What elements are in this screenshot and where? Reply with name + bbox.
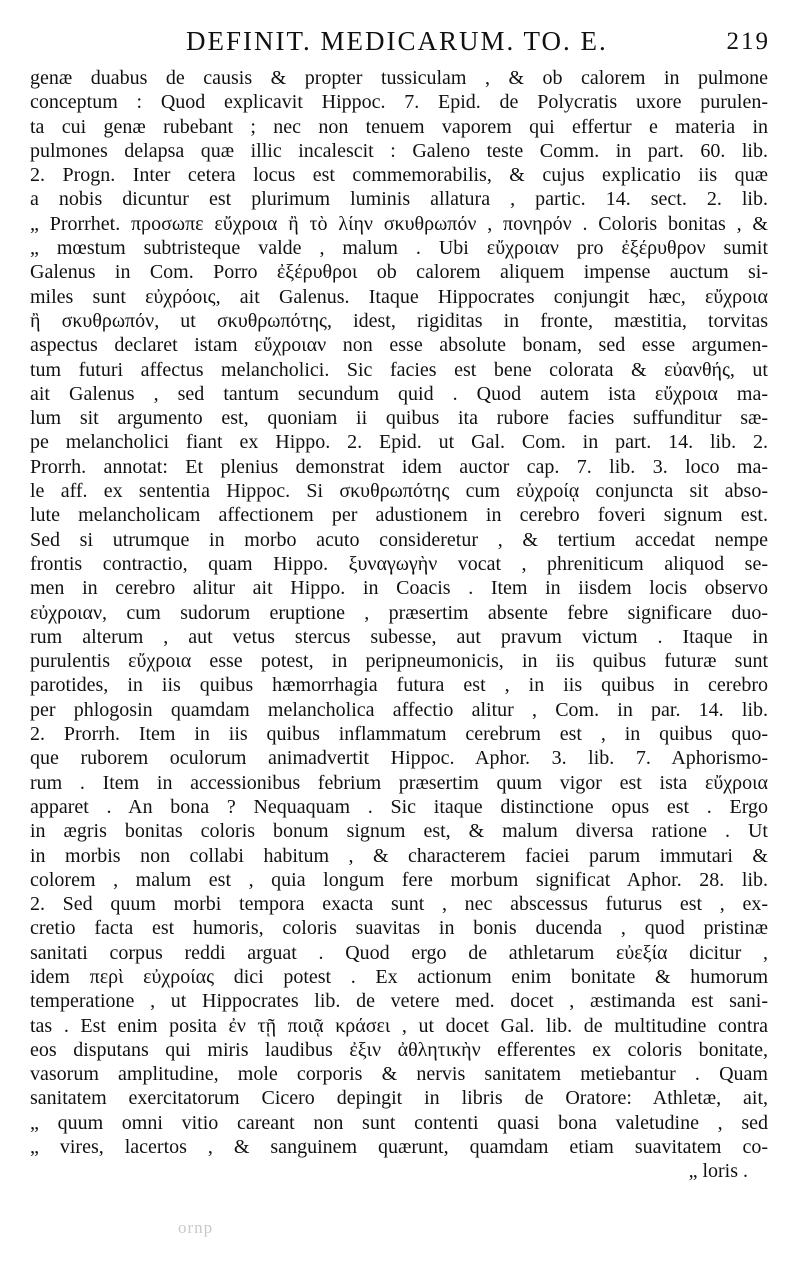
text-line: que ruborem oculorum animadvertit Hippoc. Aphor. 3. lib. 7. Aphorismo- [30, 747, 768, 770]
text-line: „ loris . [688, 1160, 748, 1183]
text-line: miles sunt εὐχρόοις, ait Galenus. Itaque Hippocrates conjungit hæc, εὔχροια [30, 285, 768, 308]
body-text [30, 66, 768, 1184]
text-line: genæ duabus de causis & propter tussiculam , & ob calorem in pulmone [30, 67, 768, 89]
text-line: Galenus in Com. Porro ἐξέρυθροι ob calorem aliquem impense auctum si- [30, 261, 768, 284]
text-line: a nobis dicuntur est plurimum luminis allatura , partic. 14. sect. 2. lib. [30, 188, 768, 211]
text-line: „ mœstum subtristeque valde , malum . Ubi εὔχροιαν pro ἐξέρυθρον sumit [30, 237, 768, 260]
text-line: „ vires, lacertos , & sanguinem quærunt, quamdam etiam suavitatem co- [30, 1136, 768, 1159]
running-header [30, 26, 770, 66]
text-line: Sed si utrumque in morbo acuto consideretur , & tertium accedat nempe [30, 528, 768, 551]
text-line: ta cui genæ rubebant ; nec non tenuem vaporem qui effertur e materia in [30, 115, 768, 138]
text-line: εὐχροιαν, cum sudorum eruptione , præsertim absente febre significare duo- [30, 601, 768, 624]
text-line: in morbis non collabi habitum , & characterem faciei parum immutari & [30, 844, 768, 867]
text-line: in ægris bonitas coloris bonum signum est, & malum diversa ratione . Ut [30, 820, 768, 843]
text-line: frontis contractio, quam Hippo. ξυναγωγὴν vocat , phreniticum aliquod se- [30, 552, 768, 575]
text-line: tum futuri affectus melancholici. Sic facies est bene colorata & εὐανθής, ut [30, 358, 768, 381]
text-line: temperatione , ut Hippocrates lib. de vetere med. docet , æstimanda est sani- [30, 990, 768, 1013]
text-line: parotides, in iis quibus hæmorrhagia futura est , in iis quibus in cerebro [30, 674, 768, 697]
text-line: ἢ σκυθρωπόν, ut σκυθρωπότης, idest, rigiditas in fronte, mæstitia, torvitas [30, 309, 768, 332]
text-line: eos disputans qui miris laudibus ἐξιν ἀθλητικὴν efferentes ex coloris bonitate, [30, 1038, 768, 1061]
text-line: sanitati corpus reddi arguat . Quod ergo de athletarum εὐεξία dicitur , [30, 941, 768, 964]
text-line: rum alterum , aut vetus stercus subesse, aut pravum victum . Itaque in [30, 625, 768, 648]
text-line: 2. Prorrh. Item in iis quibus inflammatum cerebrum est , in quibus quo- [30, 723, 768, 746]
text-line: Prorrh. annotat: Et plenius demonstrat idem auctor cap. 7. lib. 3. loco ma- [30, 455, 768, 478]
text-line: ait Galenus , sed tantum secundum quid . Quod autem ista εὔχροια ma- [30, 382, 768, 405]
running-title: DEFINIT. MEDICARUM. TO. E. [186, 26, 608, 56]
text-line: sanitatem exercitatorum Cicero depingit in libris de Oratore: Athletæ, ait, [30, 1087, 768, 1110]
text-line: per phlogosin quamdam melancholica affectio alitur , Com. in par. 14. lib. [30, 698, 768, 721]
text-line: cretio facta est humoris, coloris suavitas in bonis ducenda , quod pristinæ [30, 917, 768, 940]
text-line: 2. Sed quum morbi tempora exacta sunt , nec abscessus futurus est , ex- [30, 893, 768, 916]
bleed-through-text: ornp [178, 1218, 214, 1237]
text-line: aspectus declaret istam εὔχροιαν non esse absolute bonam, sed esse argumen- [30, 334, 768, 357]
text-line: pe melancholici fiant ex Hippo. 2. Epid. ut Gal. Com. in part. 14. lib. 2. [30, 431, 768, 454]
text-line: „ quum omni vitio careant non sunt contenti quasi bona valetudine , sed [30, 1111, 768, 1134]
text-line: le aff. ex sententia Hippoc. Si σκυθρωπότης cum εὐχροίᾳ conjuncta sit abso- [30, 480, 768, 503]
text-line: conceptum : Quod explicavit Hippoc. 7. Epid. de Polycratis uxore purulen- [30, 91, 768, 114]
text-line: rum . Item in accessionibus febrium præsertim quum vigor est ista εὔχροια [30, 771, 768, 794]
text-line: lum sit argumento est, quoniam ii quibus ita rubore facies suffunditur sæ- [30, 407, 768, 430]
text-line: colorem , malum est , quia longum fere morbum significat Aphor. 28. lib. [30, 868, 768, 891]
page-number: 219 [726, 28, 770, 55]
text-line: idem περὶ εὐχροίας dici potest . Ex actionum enim bonitate & humorum [30, 965, 768, 988]
text-line: 2. Progn. Inter cetera locus est commemorabilis, & cujus explicatio iis quæ [30, 164, 768, 187]
text-line: „ Prorrhet. προσωπε εὔχροια ἢ τὸ λίην σκυθρωπόν , πονηρόν . Coloris bonitas , & [30, 212, 768, 235]
text-line: pulmones delapsa quæ illic incalescit : Galeno teste Comm. in part. 60. lib. [30, 139, 768, 162]
text-line: apparet . An bona ? Nequaquam . Sic itaque distinctione opus est . Ergo [30, 795, 768, 818]
text-line: vasorum amplitudine, mole corporis & nervis sanitatem metiebantur . Quam [30, 1063, 768, 1086]
text-line: tas . Est enim posita ἐν τῇ ποιᾷ κράσει , ut docet Gal. lib. de multitudine contra [30, 1014, 768, 1037]
text-line: men in cerebro alitur ait Hippo. in Coacis . Item in iisdem locis observo [30, 577, 768, 600]
text-line: purulentis εὔχροια esse potest, in peripneumonicis, in iis quibus futuræ sunt [30, 650, 768, 673]
text-line: lute melancholicam affectionem per adustionem in cerebro foveri signum est. [30, 504, 768, 527]
